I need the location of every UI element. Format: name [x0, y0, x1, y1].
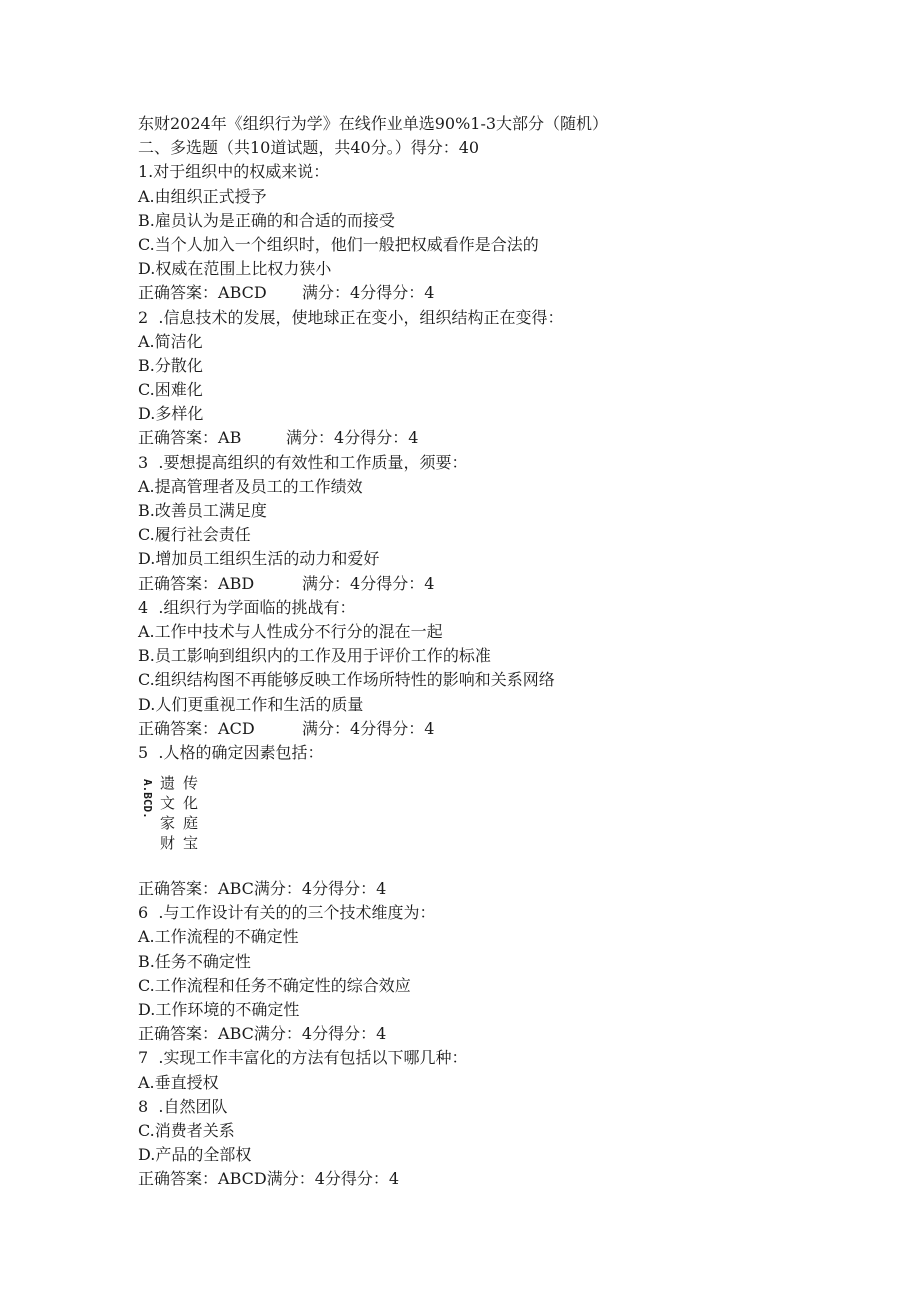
option-b: B.员工影响到组织内的工作及用于评价工作的标准 — [138, 646, 491, 666]
answer-label: 正确答案： — [138, 1024, 219, 1044]
option-a: A.简洁化 — [138, 331, 203, 351]
full-score-label: 满分： — [286, 428, 335, 448]
section-heading: 二、多选题（共10道试题，共40分。）得分：40 — [138, 138, 480, 158]
option-b: 8 .自然团队 — [138, 1096, 228, 1116]
full-score-label: 满分： — [302, 283, 351, 303]
score-label: 4分得分： — [334, 428, 409, 448]
option-c: C.履行社会责任 — [138, 525, 251, 545]
score-label: 4分得分： — [350, 718, 425, 738]
score-value: 4 — [376, 879, 387, 899]
option-c: C.当个人加入一个组织时，他们一般把权威看作是合法的 — [138, 234, 539, 254]
answer-row — [138, 877, 838, 901]
score-value: 4 — [388, 1169, 400, 1189]
document-title: 东财2024年《组织行为学》在线作业单选90%1-3大部分（随机） — [138, 114, 609, 133]
option-a: 遗传 — [160, 774, 207, 793]
answer-value: ABCD — [218, 283, 267, 303]
option-b: B.分散化 — [138, 355, 203, 375]
option-d: 财宝 — [160, 834, 207, 853]
answer-label: 正确答案： — [138, 879, 219, 899]
score-value: 4 — [408, 428, 419, 448]
score-value: 4 — [376, 1024, 387, 1044]
answer-row — [138, 572, 838, 596]
document-page — [138, 112, 838, 1192]
question-stem: 1.对于组织中的权威来说： — [138, 162, 330, 182]
answer-row — [138, 426, 838, 450]
option-b: 文化 — [160, 794, 207, 813]
score-label: 4分得分： — [314, 1169, 389, 1189]
score-label: 4分得分： — [301, 1024, 377, 1044]
option-a: A.由组织正式授予 — [138, 186, 267, 206]
question-1 — [138, 160, 838, 305]
option-letters: A.BCD. — [141, 779, 154, 819]
question-2 — [138, 306, 838, 451]
option-d: D.工作环境的不确定性 — [138, 1000, 300, 1019]
answer-row — [138, 1022, 838, 1046]
option-d: D.权威在范围上比权力狭小 — [138, 259, 332, 279]
answer-value: ABD — [218, 573, 255, 593]
option-c: C.消费者关系 — [138, 1120, 235, 1140]
option-d: D.产品的全部权 — [138, 1145, 252, 1165]
question-stem: 7 .实现工作丰富化的方法有包括以下哪几种： — [138, 1048, 468, 1068]
answer-value: ABCD — [218, 1169, 267, 1189]
answer-value: ABC — [218, 1024, 254, 1044]
question-4 — [138, 596, 838, 741]
question-stem: 5 .人格的确定因素包括： — [138, 742, 324, 762]
score-label: 4分得分： — [301, 879, 377, 899]
full-score-label: 满分： — [266, 1169, 315, 1189]
question-6 — [138, 901, 838, 1046]
question-3 — [138, 451, 838, 596]
score-value: 4 — [424, 283, 435, 303]
option-b: B.雇员认为是正确的和合适的而接受 — [138, 210, 395, 230]
option-b: B.改善员工满足度 — [138, 501, 267, 520]
full-score-label: 满分： — [253, 1024, 302, 1044]
answer-row — [138, 281, 838, 305]
question-7 — [138, 1046, 838, 1191]
question-stem: 2 .信息技术的发展，使地球正在变小，组织结构正在变得： — [138, 307, 564, 327]
answer-value: ACD — [218, 718, 255, 738]
answer-value: AB — [218, 428, 242, 448]
option-d: D.增加员工组织生活的动力和爱好 — [138, 549, 380, 569]
answer-row — [138, 717, 838, 741]
score-value: 4 — [424, 573, 435, 593]
score-label: 4分得分： — [350, 283, 425, 303]
option-block — [138, 773, 838, 869]
option-a: A.垂直授权 — [138, 1072, 219, 1092]
option-list — [160, 773, 206, 853]
question-stem: 3 .要想提高组织的有效性和工作质量，须要： — [138, 452, 468, 472]
option-d: D.多样化 — [138, 404, 204, 424]
option-c: C.组织结构图不再能够反映工作场所特性的影响和关系网络 — [138, 670, 555, 690]
option-c: C.困难化 — [138, 380, 203, 400]
full-score-label: 满分： — [253, 879, 302, 899]
answer-label: 正确答案： — [138, 283, 219, 303]
answer-label: 正确答案： — [138, 428, 219, 448]
score-label: 4分得分： — [350, 573, 425, 593]
question-stem: 4 .组织行为学面临的挑战有： — [138, 597, 356, 617]
option-c: 家庭 — [160, 814, 207, 833]
answer-label: 正确答案： — [138, 573, 219, 593]
option-b: B.任务不确定性 — [138, 951, 251, 971]
question-5 — [138, 741, 838, 901]
full-score-label: 满分： — [302, 573, 351, 593]
question-stem: 6 .与工作设计有关的的三个技术维度为： — [138, 903, 436, 923]
score-value: 4 — [424, 718, 435, 738]
answer-value: ABC — [218, 879, 254, 899]
option-a: A.提高管理者及员工的工作绩效 — [138, 476, 363, 496]
option-d: D.人们更重视工作和生活的质量 — [138, 694, 364, 714]
option-c: C.工作流程和任务不确定性的综合效应 — [138, 975, 411, 995]
option-a: A.工作中技术与人性成分不行分的混在一起 — [138, 621, 443, 641]
answer-label: 正确答案： — [138, 718, 219, 738]
option-a: A.工作流程的不确定性 — [138, 927, 299, 947]
full-score-label: 满分： — [302, 718, 351, 738]
answer-label: 正确答案： — [138, 1169, 219, 1189]
answer-row — [138, 1167, 838, 1191]
